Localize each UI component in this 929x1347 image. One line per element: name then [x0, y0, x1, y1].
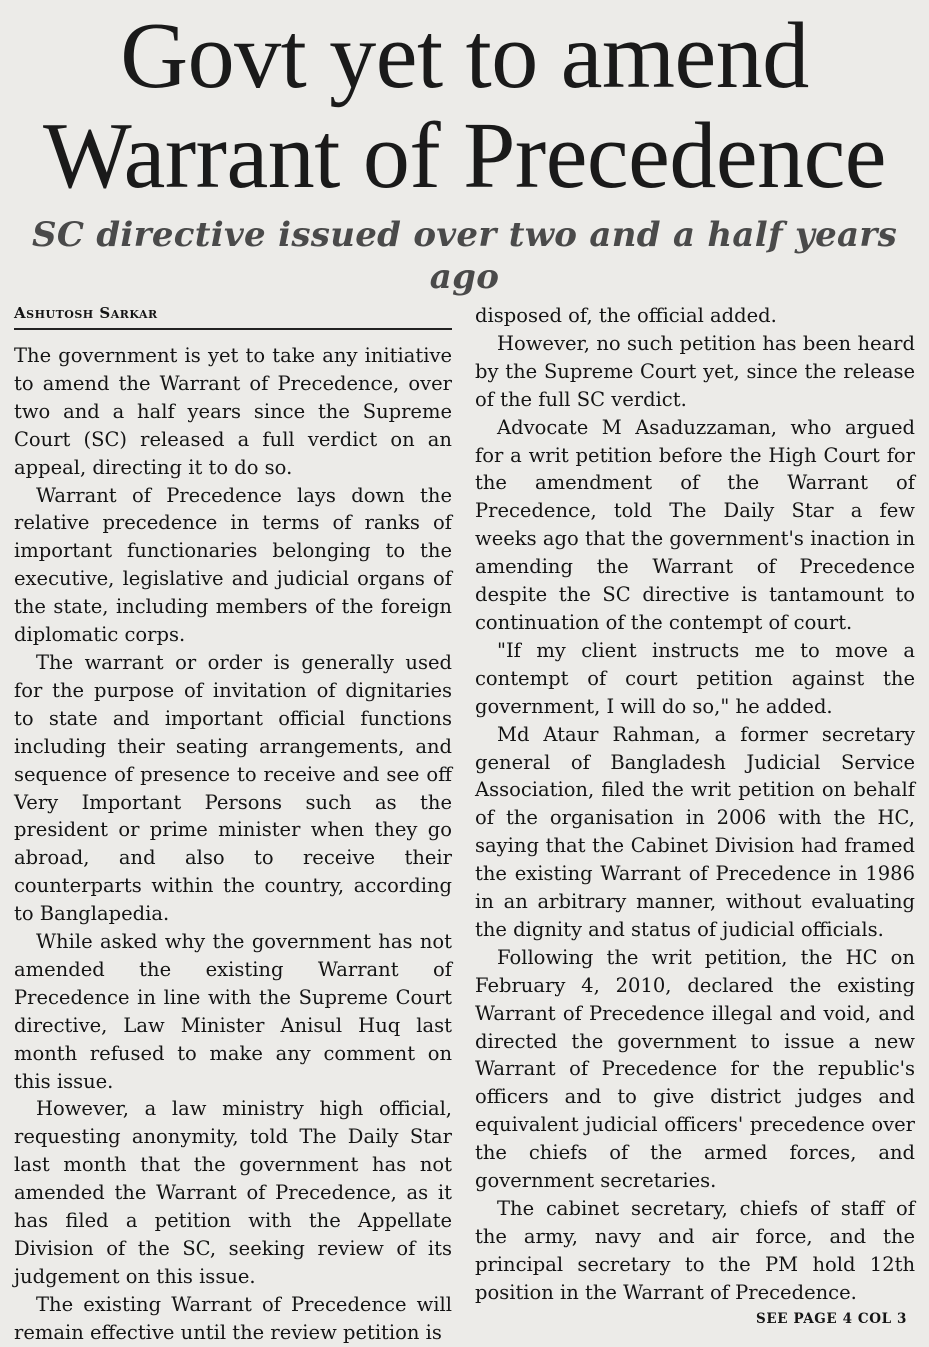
headline-line-1: Govt yet to amend: [120, 4, 809, 108]
paragraph: While asked why the government has not amended the existing Warrant of Precedence in line with the Supreme Court directive, Law Minister Anisul Huq last month refused to make any comment on this issue.: [14, 930, 452, 1093]
paragraph: The warrant or order is generally used for the purpose of invitation of dignitaries to state and important official functions including their seating arrangements, and sequence of presence to receive and see off Very Important Persons such as the president or prime minister when they go abroad, and also to receive their counterparts within the country, according to Banglapedia.: [14, 650, 452, 926]
paragraph: The existing Warrant of Precedence will remain effective until the review petition is: [14, 1292, 452, 1344]
paragraph: Warrant of Precedence lays down the relative precedence in terms of ranks of important functionaries belonging to the executive, legislative and judicial organs of the state, including members of the foreign diplomatic corps.: [14, 483, 452, 647]
paragraph: Md Ataur Rahman, a former secretary general of Bangladesh Judicial Service Association, filed the writ petition on behalf of the organisation in 2006 with the HC, saying that the Cabinet Division had framed the existing Warrant of Precedence in 1986 in an arbitrary manner, without evaluating the dignity and status of judicial officials.: [475, 722, 915, 941]
paragraph: The cabinet secretary, chiefs of staff of the army, navy and air force, and the principal secretary to the PM hold 12th position in the Warrant of Precedence.: [475, 1197, 915, 1304]
article-columns: [14, 302, 915, 1347]
paragraph: However, no such petition has been heard by the Supreme Court yet, since the release of the full SC verdict.: [475, 331, 915, 411]
right-column: [475, 302, 915, 1347]
subheadline: SC directive issued over two and a half years ago: [31, 215, 898, 297]
paragraph-continuation: disposed of, the official added.: [475, 304, 777, 327]
paragraph: "If my client instructs me to move a contempt of court petition against the government, I will do so," he added.: [475, 638, 915, 718]
byline: Ashutosh Sarkar: [14, 302, 452, 330]
paragraph: Following the writ petition, the HC on February 4, 2010, declared the existing Warrant of Precedence illegal and void, and directed the government to issue a new Warrant of Precedence for the republic's officers and to give district judges and equivalent judicial officers' precedence over the chiefs of the armed forces, and government secretaries.: [475, 945, 915, 1193]
paragraph: However, a law ministry high official, requesting anonymity, told The Daily Star last month that the government has not amended the Warrant of Precedence, as it has filed a petition with the Appellate Division of the SC, seeking review of its judgement on this issue.: [14, 1097, 452, 1288]
jump-line: SEE PAGE 4 COL 3: [756, 1310, 907, 1327]
left-column: [14, 302, 452, 1347]
paragraph: Advocate M Asaduzzaman, who argued for a writ petition before the High Court for the amendment of the Warrant of Precedence, told The Daily Star a few weeks ago that the government's inaction in amending the Warrant of Precedence despite the SC directive is tantamount to continuation of the contempt of court.: [475, 415, 915, 634]
headline-line-2: Warrant of Precedence: [42, 104, 887, 208]
paragraph: The government is yet to take any initiative to amend the Warrant of Precedence, over two and a half years since the Supreme Court (SC) released a full verdict on an appeal, directing it to do so.: [14, 344, 452, 479]
headline: [14, 6, 915, 206]
